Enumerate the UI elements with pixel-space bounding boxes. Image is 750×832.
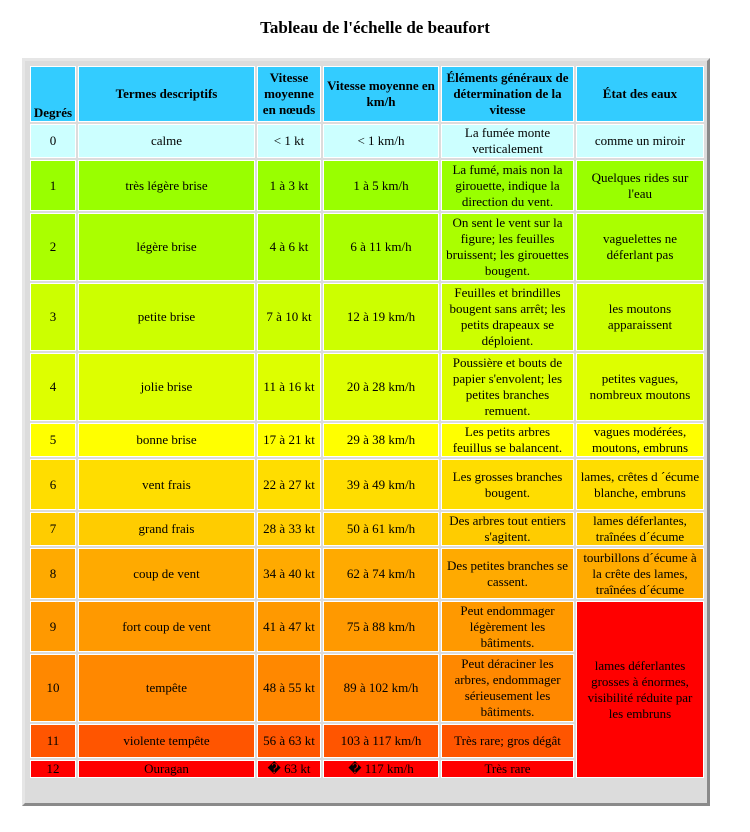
water-cell: petites vagues, nombreux moutons bbox=[576, 353, 704, 421]
kmh-cell: 6 à 11 km/h bbox=[323, 213, 439, 281]
elements-cell: Des petites branches se cassent. bbox=[441, 548, 574, 599]
degree-cell: 3 bbox=[30, 283, 76, 351]
table-row bbox=[30, 160, 704, 211]
term-cell: légère brise bbox=[78, 213, 255, 281]
elements-cell: Feuilles et brindilles bougent sans arrêt; les petits drapeaux se déploient. bbox=[441, 283, 574, 351]
water-cell-merged: lames déferlantes grosses à énormes, visibilité réduite par les embruns bbox=[576, 601, 704, 778]
degree-cell: 6 bbox=[30, 459, 76, 510]
term-cell: tempête bbox=[78, 654, 255, 722]
kmh-cell: < 1 km/h bbox=[323, 124, 439, 158]
degree-cell: 4 bbox=[30, 353, 76, 421]
header-knots: Vitesse moyenne en nœuds bbox=[257, 66, 321, 122]
knots-cell: � 63 kt bbox=[257, 760, 321, 778]
water-cell: les moutons apparaissent bbox=[576, 283, 704, 351]
degree-cell: 5 bbox=[30, 423, 76, 457]
term-cell: calme bbox=[78, 124, 255, 158]
kmh-cell: 62 à 74 km/h bbox=[323, 548, 439, 599]
degree-cell: 11 bbox=[30, 724, 76, 758]
elements-cell: La fumée monte verticalement bbox=[441, 124, 574, 158]
term-cell: jolie brise bbox=[78, 353, 255, 421]
degree-cell: 9 bbox=[30, 601, 76, 652]
term-cell: Ouragan bbox=[78, 760, 255, 778]
knots-cell: 7 à 10 kt bbox=[257, 283, 321, 351]
knots-cell: 41 à 47 kt bbox=[257, 601, 321, 652]
header-row bbox=[30, 66, 704, 122]
elements-cell: Très rare bbox=[441, 760, 574, 778]
degree-cell: 0 bbox=[30, 124, 76, 158]
term-cell: vent frais bbox=[78, 459, 255, 510]
knots-cell: 11 à 16 kt bbox=[257, 353, 321, 421]
kmh-cell: 75 à 88 km/h bbox=[323, 601, 439, 652]
kmh-cell: 20 à 28 km/h bbox=[323, 353, 439, 421]
water-cell: Quelques rides sur l'eau bbox=[576, 160, 704, 211]
table-row bbox=[30, 423, 704, 457]
water-cell: lames déferlantes, traînées d´écume bbox=[576, 512, 704, 546]
term-cell: bonne brise bbox=[78, 423, 255, 457]
elements-cell: Poussière et bouts de papier s'envolent; les petites branches remuent. bbox=[441, 353, 574, 421]
elements-cell: Peut déraciner les arbres, endommager sérieusement les bâtiments. bbox=[441, 654, 574, 722]
water-cell: lames, crêtes d ´écume blanche, embruns bbox=[576, 459, 704, 510]
table-row bbox=[30, 459, 704, 510]
header-elements: Éléments généraux de détermination de la vitesse bbox=[441, 66, 574, 122]
header-kmh: Vitesse moyenne en km/h bbox=[323, 66, 439, 122]
elements-cell: Les petits arbres feuillus se balancent. bbox=[441, 423, 574, 457]
knots-cell: 28 à 33 kt bbox=[257, 512, 321, 546]
knots-cell: 1 à 3 kt bbox=[257, 160, 321, 211]
knots-cell: 4 à 6 kt bbox=[257, 213, 321, 281]
kmh-cell: 89 à 102 km/h bbox=[323, 654, 439, 722]
kmh-cell: 1 à 5 km/h bbox=[323, 160, 439, 211]
elements-cell: On sent le vent sur la figure; les feuilles bruissent; les girouettes bougent. bbox=[441, 213, 574, 281]
beaufort-table bbox=[28, 64, 706, 780]
kmh-cell: 103 à 117 km/h bbox=[323, 724, 439, 758]
elements-cell: Très rare; gros dégât bbox=[441, 724, 574, 758]
table-row bbox=[30, 512, 704, 546]
elements-cell: La fumé, mais non la girouette, indique la direction du vent. bbox=[441, 160, 574, 211]
degree-cell: 1 bbox=[30, 160, 76, 211]
term-cell: coup de vent bbox=[78, 548, 255, 599]
table-row bbox=[30, 601, 704, 652]
term-cell: petite brise bbox=[78, 283, 255, 351]
header-degree: Degrés bbox=[30, 66, 76, 122]
elements-cell: Des arbres tout entiers s'agitent. bbox=[441, 512, 574, 546]
water-cell: comme un miroir bbox=[576, 124, 704, 158]
table-row bbox=[30, 548, 704, 599]
water-cell: tourbillons d´écume à la crête des lames, traînées d´écume bbox=[576, 548, 704, 599]
degree-cell: 12 bbox=[30, 760, 76, 778]
term-cell: grand frais bbox=[78, 512, 255, 546]
water-cell: vagues modérées, moutons, embruns bbox=[576, 423, 704, 457]
table-row bbox=[30, 353, 704, 421]
header-term: Termes descriptifs bbox=[78, 66, 255, 122]
elements-cell: Peut endommager légèrement les bâtiments. bbox=[441, 601, 574, 652]
degree-cell: 2 bbox=[30, 213, 76, 281]
table-row bbox=[30, 283, 704, 351]
knots-cell: 34 à 40 kt bbox=[257, 548, 321, 599]
kmh-cell: 12 à 19 km/h bbox=[323, 283, 439, 351]
knots-cell: < 1 kt bbox=[257, 124, 321, 158]
kmh-cell: 29 à 38 km/h bbox=[323, 423, 439, 457]
degree-cell: 7 bbox=[30, 512, 76, 546]
kmh-cell: 50 à 61 km/h bbox=[323, 512, 439, 546]
water-cell: vaguelettes ne déferlant pas bbox=[576, 213, 704, 281]
knots-cell: 22 à 27 kt bbox=[257, 459, 321, 510]
kmh-cell: � 117 km/h bbox=[323, 760, 439, 778]
degree-cell: 8 bbox=[30, 548, 76, 599]
header-water: État des eaux bbox=[576, 66, 704, 122]
term-cell: violente tempête bbox=[78, 724, 255, 758]
knots-cell: 56 à 63 kt bbox=[257, 724, 321, 758]
beaufort-table-frame bbox=[22, 58, 710, 806]
term-cell: très légère brise bbox=[78, 160, 255, 211]
term-cell: fort coup de vent bbox=[78, 601, 255, 652]
knots-cell: 17 à 21 kt bbox=[257, 423, 321, 457]
degree-cell: 10 bbox=[30, 654, 76, 722]
page-title: Tableau de l'échelle de beaufort bbox=[260, 18, 490, 37]
table-row bbox=[30, 213, 704, 281]
table-row bbox=[30, 124, 704, 158]
elements-cell: Les grosses branches bougent. bbox=[441, 459, 574, 510]
kmh-cell: 39 à 49 km/h bbox=[323, 459, 439, 510]
knots-cell: 48 à 55 kt bbox=[257, 654, 321, 722]
